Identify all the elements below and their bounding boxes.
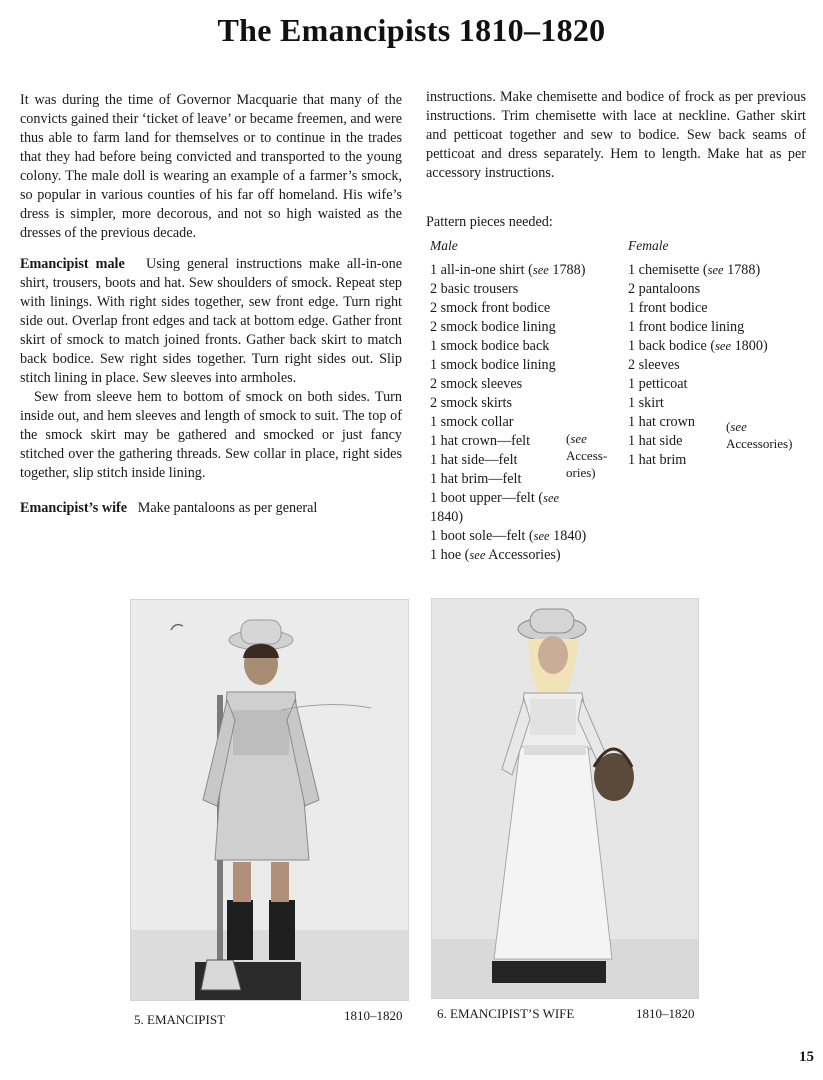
female-item bbox=[628, 356, 808, 375]
male-text: Using general instructions make all-in-one shirt, trousers, boots and hat. Sew shoulders of smock. Repeat step with linings. With right sides together, sew front edge. Turn right side out. Overlap front edges and tack at bottom edge. Gather front skirt of smock to match joined fronts. Gather back skirt to match back bodice. Sew right sides together. Turn right sides out. Slip stitch lining in place. Sew sleeves into armholes. bbox=[20, 256, 403, 386]
intro-paragraph: It was during the time of Governor Macquarie that many of the convicts gained their ‘ticket of leave’ or became freemen, and were thus able to farm land for themselves or to continue in the trades that they had before being convicted and transported to the young colony. The male doll is wearing an example of a farmer’s smock, so popular in various counties of his far off homeland. His wife’s dress is simpler, more decorous, and not so high waisted as the dresses of the previous decade. bbox=[20, 92, 402, 241]
figure-6-caption: 6. EMANCIPIST’S WIFE bbox=[437, 1006, 575, 1021]
pattern-lists bbox=[426, 236, 806, 576]
male-item-text: 1840) bbox=[430, 509, 464, 525]
male-item-see: see bbox=[532, 263, 549, 277]
female-item-text: 1 chemisette ( bbox=[628, 262, 708, 278]
figure-5-caption: 5. EMANCIPIST bbox=[134, 1012, 226, 1027]
male-see-note bbox=[566, 430, 607, 481]
female-item-text: 1 petticoat bbox=[628, 376, 688, 392]
male-items bbox=[430, 261, 626, 565]
female-item bbox=[628, 280, 808, 299]
male-item-text: 1 smock bodice lining bbox=[430, 357, 556, 373]
male-item bbox=[430, 356, 626, 375]
male-item bbox=[430, 508, 626, 527]
patterns-title: Pattern pieces needed: bbox=[426, 214, 553, 230]
male-paragraph bbox=[20, 255, 402, 388]
female-item-text: 2 sleeves bbox=[628, 357, 680, 373]
male-item-text: 1 boot upper—felt ( bbox=[430, 490, 544, 506]
female-item bbox=[628, 451, 808, 470]
male-pattern-list bbox=[430, 236, 626, 565]
female-item-text: 1 hat side bbox=[628, 433, 683, 449]
female-item bbox=[628, 318, 808, 337]
see-note-line3: ories) bbox=[566, 465, 596, 480]
male-item-text: 2 basic trousers bbox=[430, 281, 519, 297]
female-see-note-line2: Accessories) bbox=[726, 436, 793, 451]
female-item-text: 1 back bodice ( bbox=[628, 338, 716, 354]
emancipist-illustration bbox=[131, 600, 408, 1000]
female-item bbox=[628, 337, 808, 356]
emancipists-wife-illustration bbox=[432, 599, 698, 998]
wife-heading: Emancipist’s wife bbox=[20, 500, 128, 516]
female-item-text: 1 hat crown bbox=[628, 414, 695, 430]
female-see-note-italic: see bbox=[730, 419, 747, 434]
female-item-after: 1800) bbox=[731, 338, 768, 354]
page-title: The Emancipists 1810–1820 bbox=[217, 12, 606, 48]
wife-paragraph bbox=[20, 499, 402, 518]
female-list-heading: Female bbox=[628, 238, 669, 253]
female-item bbox=[628, 394, 808, 413]
female-item bbox=[628, 299, 808, 318]
male-item bbox=[430, 546, 626, 565]
female-see-note: (see Accessories) bbox=[726, 419, 793, 451]
male-list-heading: Male bbox=[430, 238, 458, 253]
male-item-see: see bbox=[469, 548, 486, 562]
male-item-text: 2 smock skirts bbox=[430, 395, 512, 411]
female-item bbox=[628, 375, 808, 394]
male-item bbox=[430, 527, 626, 546]
wife-paragraph-continued: instructions. Make chemisette and bodice of frock as per previous instructions. Trim chemisette with lace at neckline. Gather skirt and petticoat together and sew to bodice. Sew back seams of petticoat and dress separately. Hem to length. Make hat as per accessory instructions. bbox=[426, 89, 806, 181]
figure-5-date: 1810–1820 bbox=[344, 1008, 403, 1023]
emancipist-photo bbox=[130, 599, 409, 1001]
see-note-open: ( bbox=[566, 431, 571, 446]
see-note-italic: see bbox=[570, 431, 587, 446]
female-item-after: 1788) bbox=[723, 262, 761, 278]
male-item bbox=[430, 489, 626, 508]
male-item-after: 1788) bbox=[548, 262, 586, 278]
wife-text: Make pantaloons as per general bbox=[137, 500, 318, 516]
male-item bbox=[430, 394, 626, 413]
male-item bbox=[430, 299, 626, 318]
see-note-line2: Access- bbox=[566, 448, 608, 463]
male-item bbox=[430, 375, 626, 394]
female-item bbox=[628, 261, 808, 280]
male-item-see: see bbox=[533, 529, 550, 543]
male-item-see: see bbox=[543, 491, 560, 505]
right-column bbox=[426, 88, 806, 576]
female-item-see: see bbox=[715, 339, 732, 353]
figure-6-date: 1810–1820 bbox=[636, 1006, 695, 1021]
male-item-text: 1 all-in-one shirt ( bbox=[430, 262, 533, 278]
page-number: 15 bbox=[799, 1049, 814, 1065]
male-item-text: 1 smock bodice back bbox=[430, 338, 550, 354]
male-item-after: 1840) bbox=[549, 528, 587, 544]
male-item-after: Accessories) bbox=[485, 547, 561, 563]
emancipists-wife-photo bbox=[431, 598, 699, 999]
male-item bbox=[430, 337, 626, 356]
male-heading: Emancipist male bbox=[20, 256, 125, 272]
female-item-text: 1 front bodice lining bbox=[628, 319, 745, 335]
male-item-text: 1 hat crown—felt bbox=[430, 433, 531, 449]
female-item-text: 1 hat brim bbox=[628, 452, 687, 468]
male-item-text: 1 smock collar bbox=[430, 414, 514, 430]
female-item-see: see bbox=[707, 263, 724, 277]
male-item-text: 1 hat brim—felt bbox=[430, 471, 522, 487]
male-item-text: 1 boot sole—felt ( bbox=[430, 528, 534, 544]
male-item bbox=[430, 261, 626, 280]
left-column bbox=[20, 91, 402, 518]
male-item-text: 2 smock front bodice bbox=[430, 300, 551, 316]
male-item-text: 1 hat side—felt bbox=[430, 452, 518, 468]
male-paragraph-2: Sew from sleeve hem to bottom of smock on both sides. Turn inside out, and hem sleeves and length of smock to suit. The top of the smock skirt may be gathered and smocked or just fancy stitched over the gathering threads. Sew collar in place, right sides together, slip stitch inside lining. bbox=[20, 389, 402, 481]
male-item bbox=[430, 280, 626, 299]
female-item-text: 1 front bodice bbox=[628, 300, 708, 316]
male-item bbox=[430, 318, 626, 337]
female-item-text: 2 pantaloons bbox=[628, 281, 701, 297]
female-item-text: 1 skirt bbox=[628, 395, 664, 411]
male-item-text: 2 smock bodice lining bbox=[430, 319, 556, 335]
male-item-text: 1 hoe ( bbox=[430, 547, 470, 563]
male-item-text: 2 smock sleeves bbox=[430, 376, 523, 392]
